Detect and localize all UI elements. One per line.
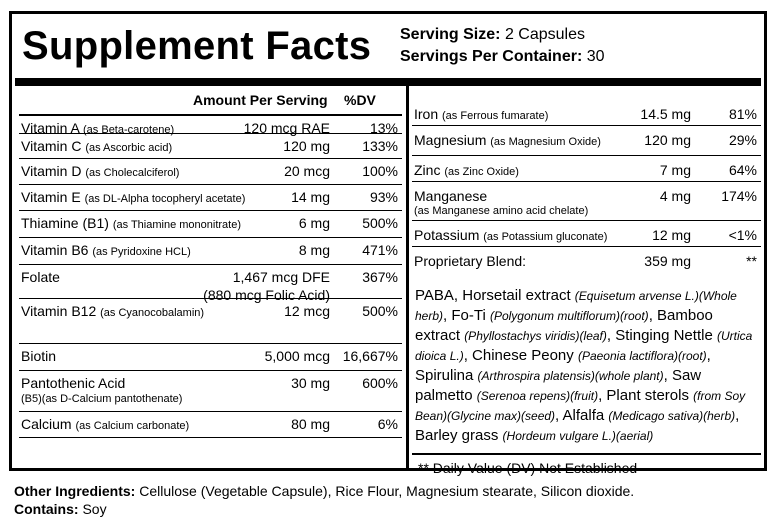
nutrient-amount: 30 mg xyxy=(291,375,330,391)
nutrient-row xyxy=(19,299,402,344)
nutrient-form: (as DL-Alpha tocopheryl acetate) xyxy=(84,193,246,205)
nutrient-dv: 6% xyxy=(377,416,398,432)
blend-ingredient: , Chinese Peony xyxy=(463,347,578,364)
nutrient-amount: 8 mg xyxy=(298,242,330,258)
nutrient-amount: 120 mg xyxy=(283,138,330,154)
blend-ingredient: , Barley grass xyxy=(415,407,740,444)
contains-label: Contains: xyxy=(14,501,79,517)
nutrient-amount: 20 mcg xyxy=(284,163,330,179)
nutrient-name-text: Magnesium xyxy=(414,132,487,148)
nutrient-name-text: Thiamine (B1) xyxy=(21,215,109,231)
other-ingredients-block xyxy=(14,482,634,518)
nutrient-amount: 4 mg xyxy=(659,188,691,204)
nutrient-row xyxy=(19,116,402,134)
nutrient-form: (as Zinc Oxide) xyxy=(444,166,519,178)
nutrient-name-text: Iron xyxy=(414,106,439,122)
dv-footnote: ** Daily Value (DV) Not Established xyxy=(418,460,638,476)
nutrient-amount: 12 mcg xyxy=(284,303,330,319)
nutrient-dv: 13% xyxy=(369,120,398,136)
nutrient-row xyxy=(19,134,402,159)
nutrient-dv: 367% xyxy=(362,269,398,285)
blend-latin-name: (Polygonum multiflorum)(root) xyxy=(489,309,649,323)
panel-title: Supplement Facts xyxy=(22,24,372,68)
nutrient-row xyxy=(19,344,402,371)
nutrient-row xyxy=(19,185,402,211)
nutrient-form: (as Ferrous fumarate) xyxy=(442,110,549,122)
nutrient-dv: 600% xyxy=(362,375,398,391)
nutrient-name xyxy=(414,253,526,269)
nutrient-row xyxy=(412,182,761,221)
nutrient-name xyxy=(21,215,241,231)
nutrient-amount: 14.5 mg xyxy=(640,106,691,122)
nutrient-form: (as Thiamine mononitrate) xyxy=(112,219,241,231)
blend-ingredient: , Fo-Ti xyxy=(443,307,490,324)
nutrient-name xyxy=(21,138,172,154)
nutrient-name xyxy=(21,375,125,391)
nutrient-name xyxy=(21,416,189,432)
nutrient-amount: 14 mg xyxy=(291,189,330,205)
serving-size-value: 2 Capsules xyxy=(504,26,585,43)
nutrient-amount: 120 mg xyxy=(644,132,691,148)
nutrient-name-text: Vitamin D xyxy=(21,163,82,179)
nutrient-dv: <1% xyxy=(728,227,757,243)
blend-latin-name: (Arthrospira platensis)(whole plant) xyxy=(477,369,664,383)
nutrient-dv: 100% xyxy=(362,163,398,179)
nutrient-dv: 81% xyxy=(728,106,757,122)
amount-header: Amount Per Serving xyxy=(193,92,328,108)
nutrient-dv: 500% xyxy=(362,303,398,319)
nutrient-form: (as Magnesium Oxide) xyxy=(490,136,601,148)
nutrient-row xyxy=(19,412,402,438)
blend-ingredient: PABA, Horsetail extract xyxy=(415,287,575,304)
blend-latin-name: (Phyllostachys viridis)(leaf) xyxy=(464,329,607,343)
nutrient-amount: 6 mg xyxy=(298,215,330,231)
nutrient-row xyxy=(412,221,761,247)
nutrient-name-text: Vitamin B6 xyxy=(21,242,89,258)
nutrient-row xyxy=(412,247,761,274)
nutrient-name-text: Calcium xyxy=(21,416,72,432)
title-divider xyxy=(15,78,761,86)
nutrient-name-text: Zinc xyxy=(414,162,441,178)
blend-latin-name: (from Soy Bean)(Glycine max)(seed) xyxy=(415,389,746,423)
nutrient-form: (as Pyridoxine HCL) xyxy=(92,246,191,258)
nutrient-name-text: Vitamin A xyxy=(21,120,80,136)
nutrient-form: (B5)(as D-Calcium pantothenate) xyxy=(21,393,183,405)
nutrient-dv: 16,667% xyxy=(342,348,398,364)
nutrient-amount: 359 mg xyxy=(644,253,691,269)
supplement-facts-panel xyxy=(9,11,767,476)
nutrient-row xyxy=(19,371,402,412)
nutrient-name-text: Proprietary Blend: xyxy=(414,253,527,269)
nutrient-row xyxy=(19,238,402,265)
nutrient-amount: 1,467 mcg DFE xyxy=(232,269,330,285)
contains-text: Soy xyxy=(82,501,107,517)
nutrient-amount: 80 mg xyxy=(291,416,330,432)
footnote-divider xyxy=(412,453,761,455)
blend-ingredient: , Saw palmetto xyxy=(415,367,702,404)
nutrient-amount: 120 mcg RAE xyxy=(243,120,330,136)
nutrient-row xyxy=(19,159,402,185)
dv-header: %DV xyxy=(344,92,376,108)
nutrient-name-text: Folate xyxy=(21,269,60,285)
blend-latin-name: (Equisetum arvense L.)(Whole herb) xyxy=(415,289,737,323)
nutrient-name xyxy=(21,189,245,205)
nutrient-name-text: Vitamin C xyxy=(21,138,82,154)
nutrient-row xyxy=(19,211,402,238)
nutrient-form: (as Beta-carotene) xyxy=(83,124,175,136)
proprietary-blend-ingredients xyxy=(415,286,761,446)
nutrient-form: (as Cholecalciferol) xyxy=(85,167,180,179)
blend-latin-name: (Hordeum vulgare L.)(aerial) xyxy=(502,429,654,443)
nutrient-form: (as Potassium gluconate) xyxy=(483,231,608,243)
other-ingredients-text: Cellulose (Vegetable Capsule), Rice Flour, Magnesium stearate, Silicon dioxide. xyxy=(139,483,635,499)
nutrient-row xyxy=(412,126,761,156)
nutrient-form: (as Cyanocobalamin) xyxy=(100,307,205,319)
nutrient-name xyxy=(21,163,179,179)
servings-per-container-value: 30 xyxy=(586,48,605,65)
nutrient-name xyxy=(414,106,548,122)
nutrient-form: (as Manganese amino acid chelate) xyxy=(414,205,589,217)
servings-per-container-label: Servings Per Container: xyxy=(400,48,583,65)
serving-info xyxy=(400,24,605,68)
blend-ingredient: , Alfalfa xyxy=(555,407,609,424)
serving-size-label: Serving Size: xyxy=(400,26,501,43)
nutrient-name xyxy=(414,188,487,204)
nutrient-form: (as Ascorbic acid) xyxy=(85,142,173,154)
nutrient-name xyxy=(21,303,204,319)
nutrient-dv: 174% xyxy=(721,188,757,204)
nutrient-name xyxy=(414,162,519,178)
nutrient-dv: 500% xyxy=(362,215,398,231)
nutrient-row xyxy=(412,92,761,126)
nutrient-name-text: Manganese xyxy=(414,188,488,204)
blend-ingredient: , Bamboo extract xyxy=(415,307,713,344)
blend-ingredient: , Stinging Nettle xyxy=(606,327,717,344)
nutrient-name xyxy=(414,132,601,148)
nutrient-row xyxy=(19,265,402,303)
nutrient-name-text: Vitamin E xyxy=(21,189,81,205)
nutrient-name xyxy=(21,242,191,258)
nutrient-dv: 471% xyxy=(362,242,398,258)
blend-latin-name: (Urtica dioica L.) xyxy=(415,329,753,363)
nutrient-amount: 7 mg xyxy=(659,162,691,178)
nutrient-amount-secondary: (880 mcg Folic Acid) xyxy=(203,287,330,303)
blend-latin-name: (Medicago sativa)(herb) xyxy=(608,409,736,423)
blend-ingredient: , Plant sterols xyxy=(598,387,694,404)
nutrient-name-text: Vitamin B12 xyxy=(21,303,97,319)
nutrient-name xyxy=(21,269,60,285)
nutrient-name xyxy=(414,227,607,243)
nutrient-name-text: Pantothenic Acid xyxy=(21,375,126,391)
nutrient-name-text: Potassium xyxy=(414,227,480,243)
nutrient-row xyxy=(412,156,761,182)
nutrient-dv: 29% xyxy=(728,132,757,148)
nutrient-dv: 93% xyxy=(369,189,398,205)
nutrient-name-text: Biotin xyxy=(21,348,57,364)
column-divider xyxy=(406,86,409,469)
nutrient-form: (as Calcium carbonate) xyxy=(75,420,190,432)
nutrient-name xyxy=(21,348,56,364)
nutrient-dv: 64% xyxy=(728,162,757,178)
blend-ingredient: , Spirulina xyxy=(415,347,711,384)
blend-latin-name: (Serenoa repens)(fruit) xyxy=(476,389,599,403)
nutrient-dv: 133% xyxy=(362,138,398,154)
nutrient-amount: 5,000 mcg xyxy=(264,348,330,364)
blend-latin-name: (Paeonia lactiflora)(root) xyxy=(577,349,707,363)
other-ingredients-label: Other Ingredients: xyxy=(14,483,136,499)
nutrient-dv: ** xyxy=(746,253,757,269)
nutrient-amount: 12 mg xyxy=(652,227,691,243)
